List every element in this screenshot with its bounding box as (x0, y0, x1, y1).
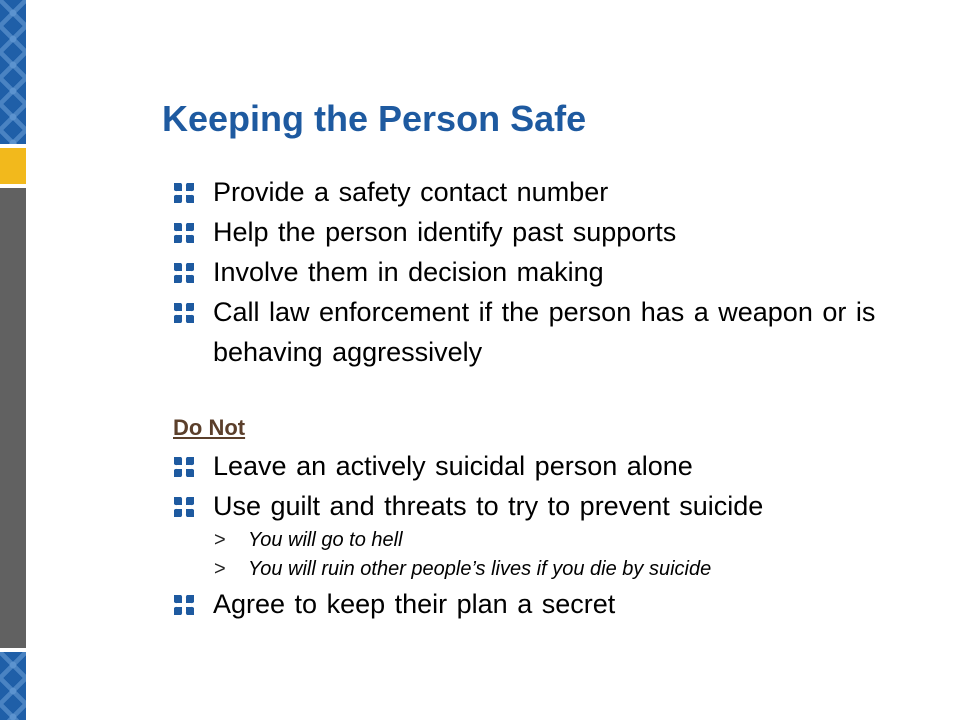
left-decorative-strip (0, 0, 26, 720)
item-text: Help the person identify past supports (213, 217, 677, 247)
list-item (173, 446, 933, 486)
cross-logo-icon (173, 496, 195, 518)
sub-list-item (173, 526, 933, 555)
item-text: Leave an actively suicidal person alone (213, 451, 693, 481)
cross-logo-icon (173, 222, 195, 244)
sub-list-item (173, 555, 933, 584)
list-item (173, 584, 933, 624)
item-text: Call law enforcement if the person has a weapon or is behaving aggressively (213, 297, 876, 367)
subitem-text: You will go to hell (248, 529, 403, 551)
strip-gray-block (0, 188, 26, 648)
strip-pattern-top (0, 0, 26, 144)
chevron-right-marker: > (214, 558, 226, 580)
item-text: Use guilt and threats to try to prevent suicide (213, 491, 764, 521)
list-item (173, 252, 933, 292)
cross-logo-icon (173, 262, 195, 284)
cross-logo-icon (173, 302, 195, 324)
item-text: Agree to keep their plan a secret (213, 589, 616, 619)
list-item (173, 292, 933, 372)
subitem-text: You will ruin other people’s lives if you die by suicide (248, 558, 712, 580)
strip-pattern-bottom (0, 652, 26, 720)
chevron-right-marker: > (214, 529, 226, 551)
cross-logo-icon (173, 456, 195, 478)
cross-logo-icon (173, 594, 195, 616)
item-text: Involve them in decision making (213, 257, 604, 287)
cross-logo-icon (173, 182, 195, 204)
strip-gold-block (0, 148, 26, 184)
list-item (173, 486, 933, 526)
item-text: Provide a safety contact number (213, 177, 609, 207)
list-item (173, 172, 933, 212)
bullet-list (173, 172, 933, 624)
slide-title: Keeping the Person Safe (162, 98, 587, 139)
list-item (173, 212, 933, 252)
do-not-heading: Do Not (173, 415, 246, 440)
